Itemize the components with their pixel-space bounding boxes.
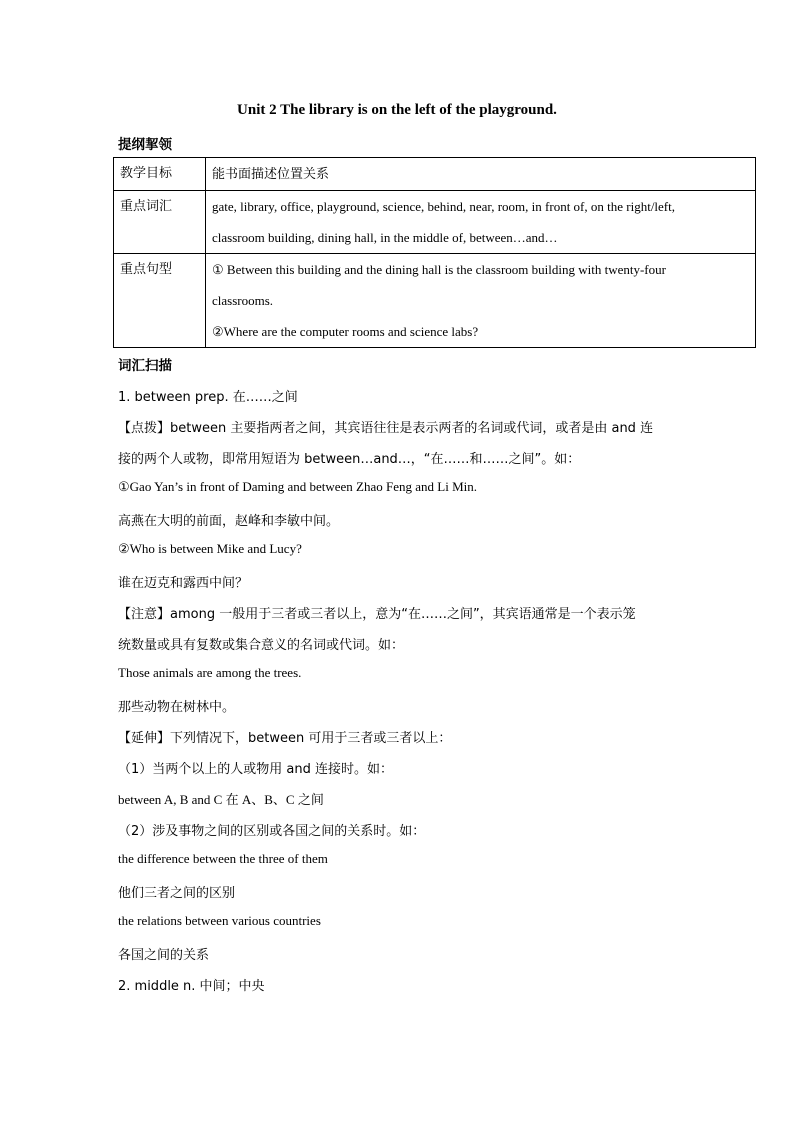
- vocab-label: 重点词汇: [114, 191, 206, 254]
- outline-heading: 提纲挈领: [118, 137, 172, 153]
- outline-table: [113, 157, 756, 348]
- page-title: Unit 2 The library is on the left of the playground.: [237, 102, 557, 118]
- note-text: （1）当两个以上的人或物用 and 连接时。如：: [118, 762, 393, 777]
- example-translation: 高燕在大明的前面，赵峰和李敏中间。: [118, 514, 340, 529]
- table-row: [114, 254, 756, 348]
- table-row: [114, 158, 756, 191]
- note-text: 【注意】among 一般用于三者或三者以上，意为“在……之间”，其宾语通常是一个表示笼: [118, 607, 636, 622]
- vocab-item-title: 1. between prep. 在……之间: [118, 390, 298, 405]
- sentence-label: 重点句型: [114, 254, 206, 348]
- note-text: 【延伸】下列情况下，between 可用于三者或三者以上：: [118, 731, 452, 746]
- sentence-line: classrooms.: [212, 293, 274, 308]
- example-translation: 那些动物在树林中。: [118, 700, 236, 715]
- note-text: 【点拨】between 主要指两者之间，其宾语往往是表示两者的名词或代词，或者是由 and 连: [118, 421, 654, 436]
- vocab-line: classroom building, dining hall, in the middle of, between…and…: [212, 230, 558, 245]
- vocab-item-title: 2. middle n. 中间；中央: [118, 979, 265, 994]
- example-translation: 谁在迈克和露西中间？: [118, 576, 249, 591]
- example-translation: 他们三者之间的区别: [118, 886, 236, 901]
- example-sentence: ①Gao Yan’s in front of Daming and between Zhao Feng and Li Min.: [118, 479, 477, 494]
- example-translation: 各国之间的关系: [118, 948, 210, 963]
- example-sentence: the relations between various countries: [118, 913, 321, 928]
- table-row: [114, 191, 756, 254]
- goal-label: 教学目标: [114, 158, 206, 191]
- note-text: （2）涉及事物之间的区别或各国之间的关系时。如：: [118, 824, 426, 839]
- sentence-cell: [206, 254, 756, 348]
- sentence-line: ②Where are the computer rooms and science labs?: [212, 324, 479, 339]
- example-sentence: the difference between the three of them: [118, 851, 328, 866]
- vocab-line: gate, library, office, playground, science, behind, near, room, in front of, on the right/left,: [212, 199, 675, 214]
- example-sentence: Those animals are among the trees.: [118, 665, 302, 680]
- goal-value: 能书面描述位置关系: [206, 158, 756, 191]
- vocab-heading: 词汇扫描: [118, 358, 172, 374]
- vocab-cell: [206, 191, 756, 254]
- sentence-line: ① Between this building and the dining hall is the classroom building with twenty-four: [212, 262, 666, 277]
- note-text: 接的两个人或物，即常用短语为 between…and…，“在……和……之间”。如：: [118, 452, 581, 467]
- note-text: 统数量或具有复数或集合意义的名词或代词。如：: [118, 638, 405, 653]
- example-sentence: ②Who is between Mike and Lucy?: [118, 541, 302, 556]
- example-sentence: between A, B and C 在 A、B、C 之间: [118, 792, 324, 807]
